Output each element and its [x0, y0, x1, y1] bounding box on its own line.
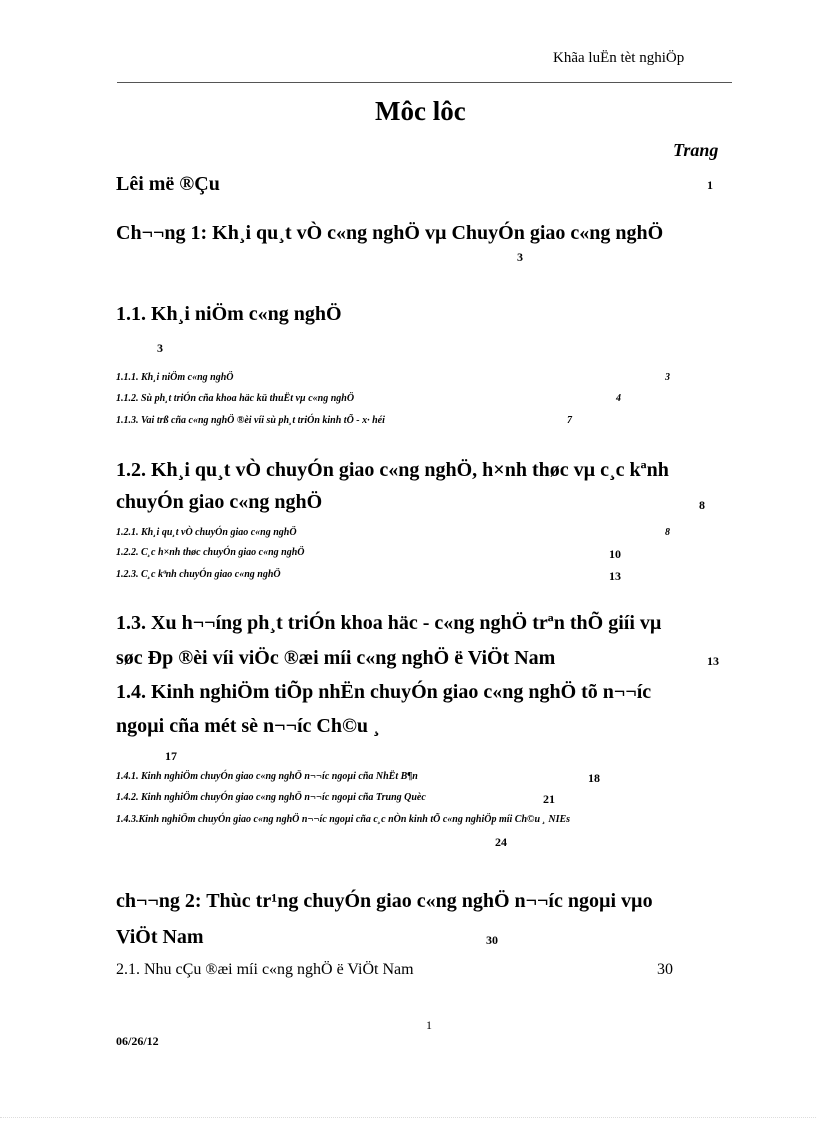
toc-page-1-1-2: 4: [616, 393, 621, 404]
toc-entry-1-1-2: 1.1.2. Sù ph¸t triÓn cña khoa häc kü thuËt vµ c«ng nghÖ: [116, 393, 355, 404]
header-rule: [117, 82, 732, 83]
toc-entry-chapter-1: Ch¬¬ng 1: Kh¸i qu¸t vÒ c«ng nghÖ vµ ChuyÓn giao c«ng nghÖ: [116, 222, 664, 244]
toc-entry-1-3-line1: 1.3. Xu h¬¬íng ph¸t triÓn khoa häc - c«ng nghÖ trªn thÕ giíi vµ: [116, 612, 662, 634]
toc-page-1-4-2: 21: [543, 792, 555, 806]
toc-entry-1-2-2: 1.2.2. C¸c h×nh thøc chuyÓn giao c«ng nghÖ: [116, 547, 305, 558]
toc-entry-1-1-3: 1.1.3. Vai trß cña c«ng nghÖ ®èi víi sù ph¸t triÓn kinh tÕ - x· héi: [116, 415, 385, 426]
toc-entry-chapter-2-line1: ch¬¬ng 2: Thùc tr¹ng chuyÓn giao c«ng nghÖ n¬¬íc ngoµi vµo: [116, 890, 653, 912]
page-bottom-edge: [0, 1117, 816, 1118]
toc-entry-1-4-line2: ngoµi cña mét sè n¬¬íc Ch©u ¸: [116, 715, 380, 737]
toc-entry-chapter-2-line2: ViÖt Nam: [116, 926, 204, 948]
toc-page-1-1: 3: [157, 341, 163, 355]
toc-entry-1-3-line2: søc Ðp ®èi víi viÖc ®æi míi c«ng nghÖ ë ViÖt Nam: [116, 647, 556, 669]
page-column-label: Trang: [673, 140, 719, 160]
toc-entry-1-1-1: 1.1.1. Kh¸i niÖm c«ng nghÖ: [116, 372, 234, 383]
toc-page-1-3: 13: [707, 654, 719, 668]
page-title: Môc lôc: [375, 96, 466, 126]
footer-date: 06/26/12: [116, 1034, 159, 1048]
toc-page-1-4: 17: [165, 749, 177, 763]
toc-page-1-2-3: 13: [609, 569, 621, 583]
toc-entry-intro: Lêi më ®Çu: [116, 173, 220, 195]
toc-page-1-2: 8: [699, 498, 705, 512]
toc-page-1-1-1: 3: [665, 372, 670, 383]
toc-entry-2-1: 2.1. Nhu cÇu ®æi míi c«ng nghÖ ë ViÖt Nam: [116, 961, 414, 978]
toc-page-1-4-1: 18: [588, 771, 600, 785]
toc-entry-1-2-line1: 1.2. Kh¸i qu¸t vÒ chuyÓn giao c«ng nghÖ, h×nh thøc vµ c¸c kªnh: [116, 459, 669, 481]
toc-entry-1-1: 1.1. Kh¸i niÖm c«ng nghÖ: [116, 303, 342, 325]
toc-page-1-1-3: 7: [567, 415, 572, 426]
toc-entry-1-4-3: 1.4.3.Kinh nghiÖm chuyÓn giao c«ng nghÖ n¬¬íc ngoµi cña c¸c nÒn kinh tÕ c«ng nghiÖp míi Ch©u ¸ NIEs: [116, 814, 571, 825]
toc-entry-1-4-1: 1.4.1. Kinh nghiÖm chuyÓn giao c«ng nghÖ n¬¬íc ngoµi cña NhËt B¶n: [116, 771, 418, 782]
toc-entry-1-2-3: 1.2.3. C¸c kªnh chuyÓn giao c«ng nghÖ: [116, 569, 281, 580]
toc-page-2-1: 30: [657, 961, 673, 978]
toc-entry-1-2-1: 1.2.1. Kh¸i qu¸t vÒ chuyÓn giao c«ng nghÖ: [116, 527, 297, 538]
toc-page-chapter-2: 30: [486, 933, 498, 947]
toc-page-1-4-3: 24: [495, 835, 507, 849]
toc-entry-1-4-line1: 1.4. Kinh nghiÖm tiÕp nhËn chuyÓn giao c«ng nghÖ tõ n¬¬íc: [116, 681, 652, 703]
toc-page-1-2-1: 8: [665, 527, 670, 538]
toc-page-1-2-2: 10: [609, 547, 621, 561]
running-header: Khãa luËn tèt nghiÖp: [553, 50, 685, 66]
footer-page-number: 1: [426, 1018, 432, 1032]
toc-page-chapter-1: 3: [517, 250, 523, 264]
toc-entry-1-4-2: 1.4.2. Kinh nghiÖm chuyÓn giao c«ng nghÖ n¬¬íc ngoµi cña Trung Quèc: [116, 792, 426, 803]
toc-page-intro: 1: [707, 178, 713, 192]
toc-entry-1-2-line2: chuyÓn giao c«ng nghÖ: [116, 491, 323, 513]
